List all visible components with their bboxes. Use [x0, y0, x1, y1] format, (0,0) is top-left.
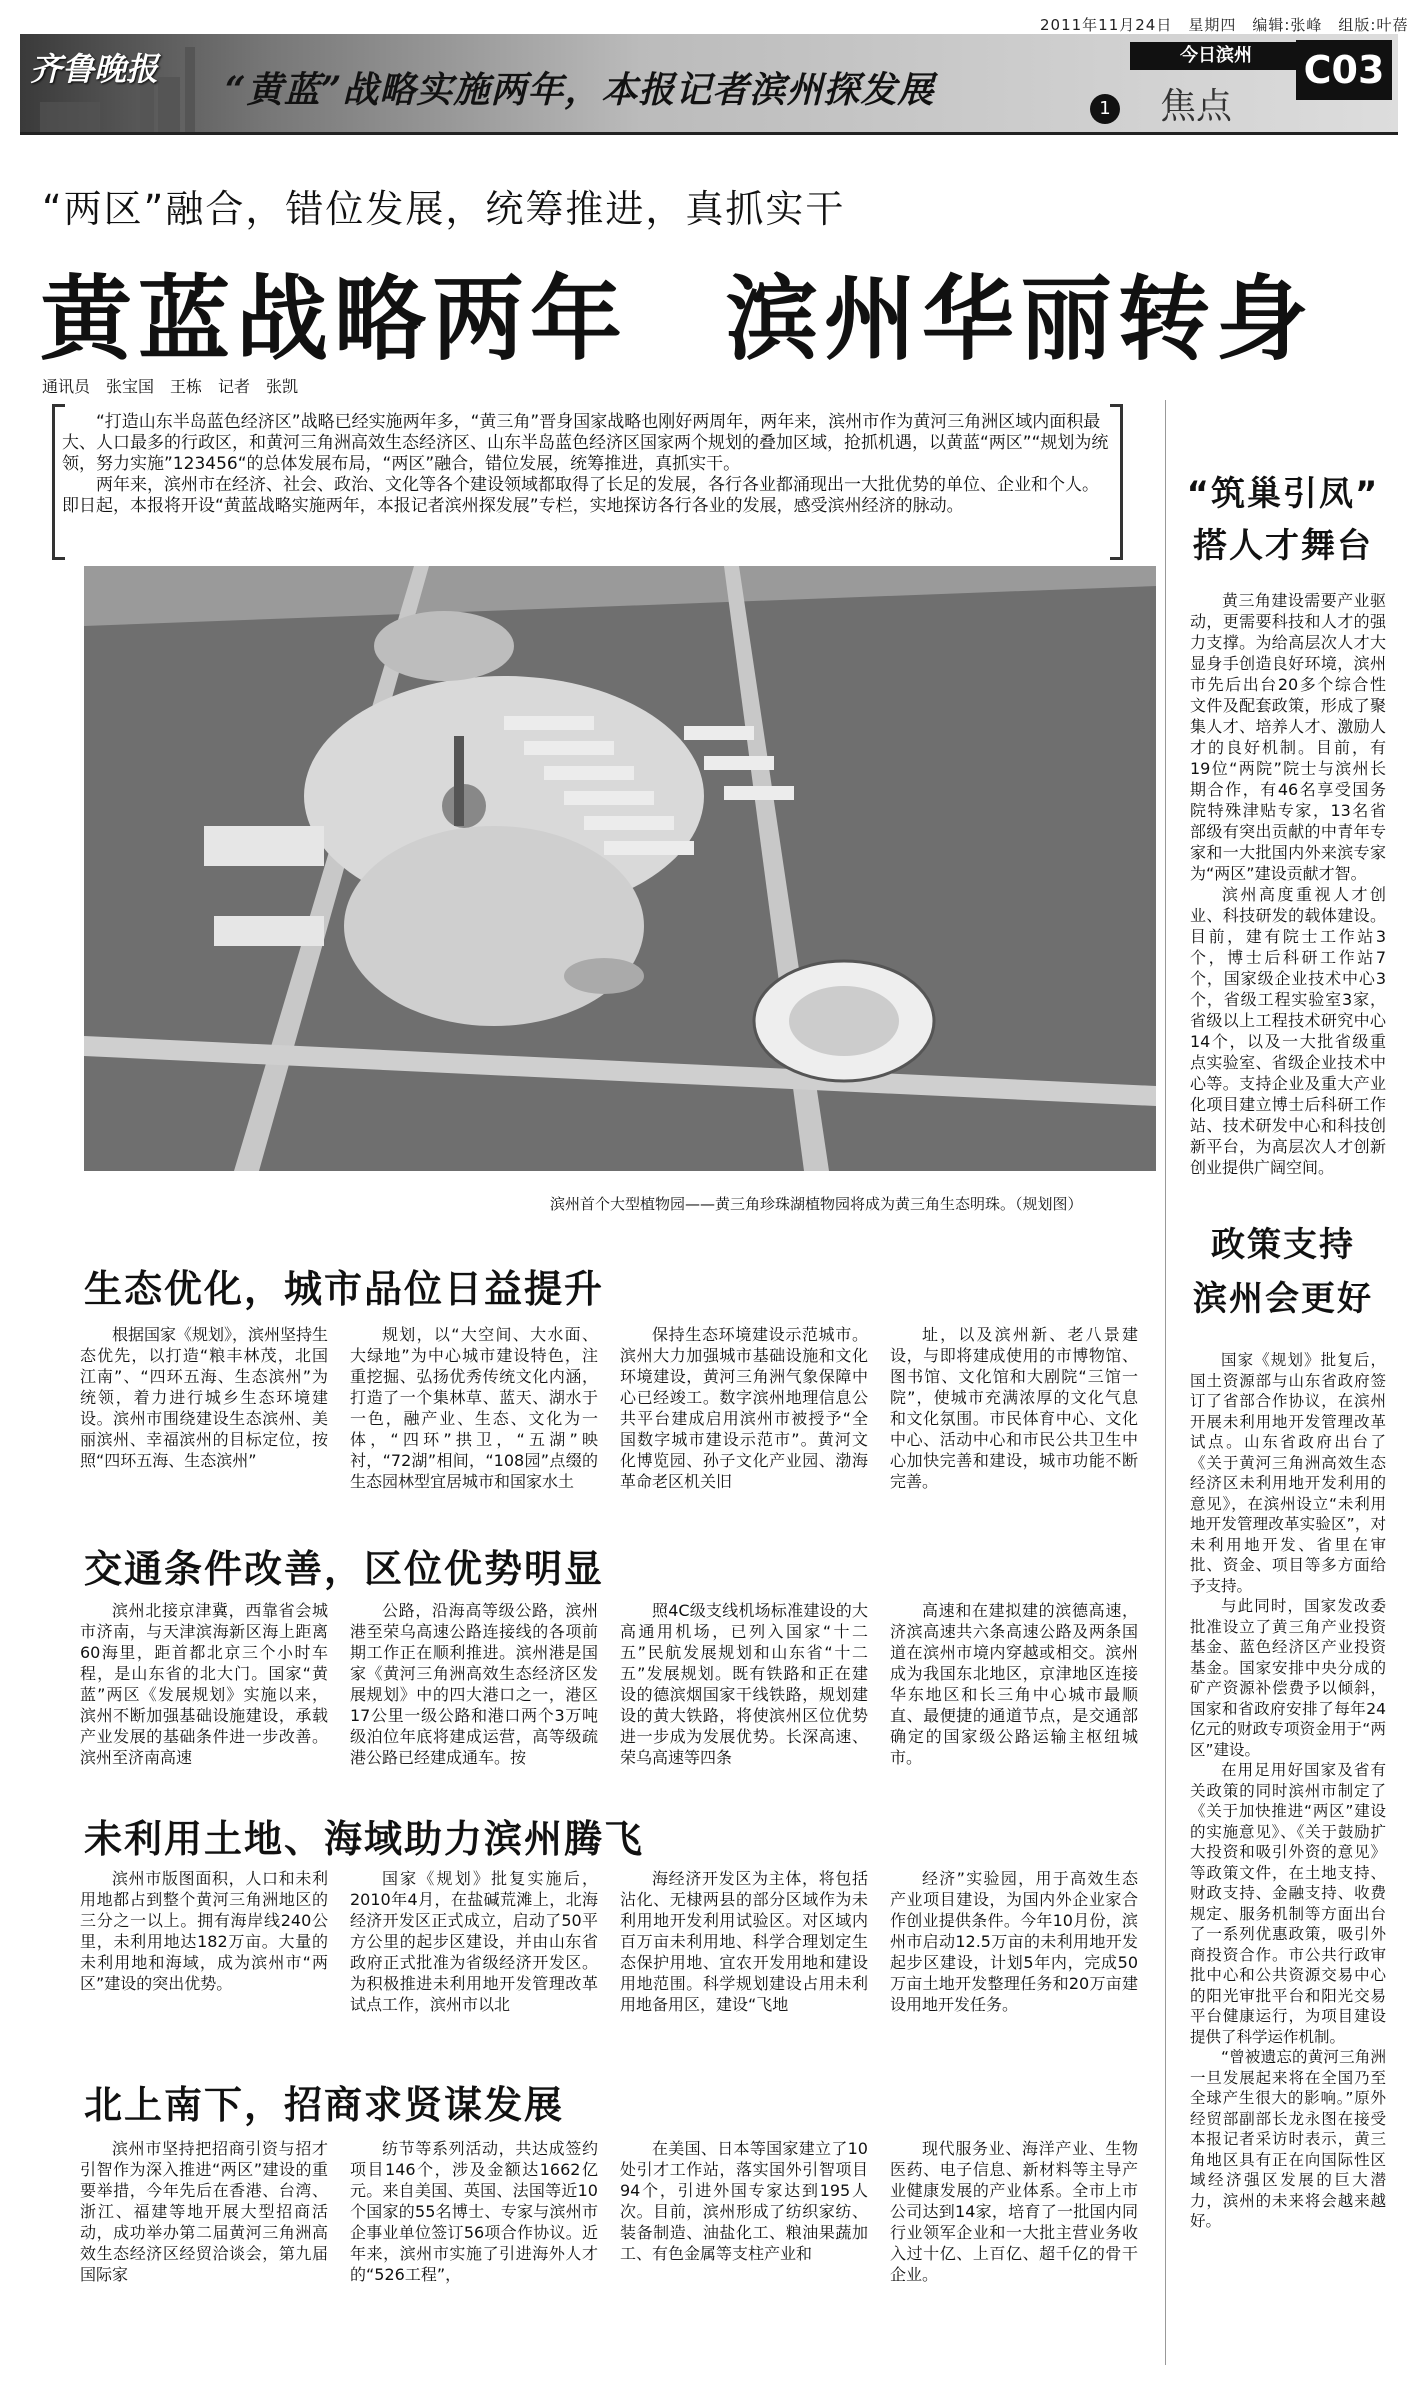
- sidebar-heading: [1168, 1218, 1398, 1326]
- paragraph: 现代服务业、海洋产业、生物医药、电子信息、新材料等主导产业健康发展的产业体系。全市上市公司达到14家，培育了一批国内同行业领军企业和一大批主营业务收入过十亿、上百亿、超千亿的骨干企业。: [890, 2139, 1138, 2284]
- section-heading: 北上南下，招商求贤谋发展: [84, 2083, 565, 2127]
- section-heading: 交通条件改善，区位优势明显: [84, 1547, 605, 1591]
- page-number: C03: [1296, 40, 1392, 100]
- subsection-label: 焦点: [1160, 86, 1233, 127]
- paragraph: 保持生态环境建设示范城市。滨州大力加强城市基础设施和文化环境建设，黄河三角洲气象保障中心已经竣工。数字滨州地理信息公共平台建成启用滨州市被授予“全国数字城市建设示范市”。黄河文化博览园、孙子文化产业园、渤海革命老区机关旧: [620, 1325, 868, 1491]
- sidebar-paragraph: 滨州高度重视人才创业、科技研发的载体建设。目前，建有院士工作站3个，博士后科研工作站7个，国家级企业技术中心3个，省级工程实验室3家，省级以上工程技术研究中心14个，以及一大批省级重点实验室、省级企业技术中心等。支持企业及重大产业化项目建立博士后科研工作站、技术研发中心和科技创新平台，为高层次人才创新创业提供广阔空间。: [1190, 885, 1386, 1177]
- body-column: [890, 1324, 1138, 1492]
- body-column: [890, 1868, 1138, 2015]
- sidebar-body: [1190, 590, 1386, 1178]
- article-kicker: “两区”融合，错位发展，统筹推进，真抓实干: [42, 187, 846, 231]
- paragraph: 址，以及滨州新、老八景建设，与即将建成使用的市博物馆、图书馆、文化馆和大剧院“三馆一院”，使城市充满浓厚的文化气息和文化氛围。市民体育中心、文化中心、活动中心和市民公共卫生中心加快完善和建设，城市功能不断完善。: [890, 1325, 1138, 1491]
- body-column: [350, 1868, 598, 2015]
- paragraph: 滨州市坚持把招商引资与招才引智作为深入推进“两区”建设的重要举措，今年先后在香港、台湾、浙江、福建等地开展大型招商活动，成功举办第二届黄河三角洲高效生态经济区经贸洽谈会，第九届国际家: [80, 2139, 328, 2284]
- sidebar-heading-line: “筑巢引凤”: [1186, 474, 1380, 514]
- sidebar-heading-line: 政策支持: [1211, 1225, 1355, 1265]
- body-column: [890, 2138, 1138, 2285]
- paragraph: 海经济开发区为主体，将包括沾化、无棣两县的部分区域作为未利用地开发利用试验区。对区域内百万亩未利用地、科学合理划定生态保护用地、宜农开发用地和建设用地范围。科学规划建设占用未利用地备用区，建设“飞地: [620, 1869, 868, 2014]
- body-column: [620, 2138, 868, 2264]
- section-heading: 生态优化，城市品位日益提升: [84, 1267, 605, 1311]
- body-column: [350, 2138, 598, 2285]
- body-column: [350, 1324, 598, 1492]
- intro-paragraph: “打造山东半岛蓝色经济区”战略已经实施两年多，“黄三角”晋身国家战略也刚好两周年，两年来，滨州市作为黄河三角洲区域内面积最大、人口最多的行政区，和黄河三角洲高效生态经济区、山东半岛蓝色经济区国家两个规划的叠加区域，抢抓机遇，以黄蓝“两区”“规划为统领，努力实施”123456“的总体发展布局，“两区”融合，错位发展，统筹推进，真抓实干。: [62, 412, 1109, 474]
- sidebar-heading: [1168, 468, 1398, 572]
- paragraph: 规划，以“大空间、大水面、大绿地”为中心城市建设特色，注重挖掘、弘扬优秀传统文化内涵，打造了一个集林草、蓝天、湖水于一色，融产业、生态、文化为一体，“四环”拱卫，“五湖”映衬，“72湖”相间，“108园”点缀的生态园林型宜居城市和国家水土: [350, 1325, 598, 1491]
- body-column: [350, 1600, 598, 1768]
- date-editor-line: 2011年11月24日 星期四 编辑:张峰 组版:叶蓓: [1040, 16, 1409, 34]
- paragraph: 在美国、日本等国家建立了10处引才工作站，落实国外引智项目94个，引进外国专家达到195人次。目前，滨州形成了纺织家纺、装备制造、油盐化工、粮油果蔬加工、有色金属等支柱产业和: [620, 2139, 868, 2263]
- section-label: 今日滨州: [1130, 42, 1302, 70]
- sidebar-paragraph: “曾被遗忘的黄河三角洲一旦发展起来将在全国乃至全球产生很大的影响。”原外经贸部副部长龙永图在接受本报记者采访时表示，黄三角地区具有正在向国际性区域经济强区发展的巨大潜力，滨州的未来将会越来越好。: [1190, 2048, 1386, 2230]
- body-column: [890, 1600, 1138, 1768]
- photo-caption: 滨州首个大型植物园——黄三角珍珠湖植物园将成为黄三角生态明珠。（规划图）: [550, 1195, 1083, 1213]
- paragraph: 国家《规划》批复实施后，2010年4月，在盐碱荒滩上，北海经济开发区正式成立，启动了50平方公里的起步区建设，并由山东省政府正式批准为省级经济开发区。为积极推进未利用地开发管理改革试点工作，滨州市以北: [350, 1869, 598, 2014]
- paragraph: 滨州市版图面积，人口和未利用地都占到整个黄河三角洲地区的三分之一以上。拥有海岸线240公里，未利用地达182万亩。大量的未利用地和海域，成为滨州市“两区”建设的突出优势。: [80, 1869, 328, 1993]
- newspaper-logo: 齐鲁晚报: [30, 50, 159, 88]
- article-headline: 黄蓝战略两年 滨州华丽转身: [40, 266, 1315, 373]
- sidebar-paragraph: 与此同时，国家发改委批准设立了黄三角产业投资基金、蓝色经济区产业投资基金。国家安排中央分成的矿产资源补偿费予以倾斜，国家和省政府安排了每年24亿元的财政专项资金用于“两区”建设。: [1190, 1597, 1386, 1759]
- sidebar-paragraph: 在用足用好国家及省有关政策的同时滨州市制定了《关于加快推进“两区”建设的实施意见》、《关于鼓励扩大投资和吸引外资的意见》等政策文件，在土地支持、财政支持、金融支持、收费规定、服务机制等方面出台了一系列优惠政策，吸引外商投资合作。市公共行政审批中心和公共资源交易中心的阳光审批平台和阳光交易平台健康运行，为项目建设提供了科学运作机制。: [1190, 1761, 1386, 2046]
- paragraph: 高速和在建拟建的滨德高速，济滨高速共六条高速公路及两条国道在滨州市境内穿越或相交。滨州成为我国东北地区，京津地区连接华东地区和长三角中心城市最顺直、最便捷的通道节点，是交通部确定的国家级公路运输主枢纽城市。: [890, 1601, 1138, 1767]
- paragraph: 照4C级支线机场标准建设的大高通用机场，已列入国家“十二五”民航发展规划和山东省“十二五”发展规划。既有铁路和正在建设的德滨烟国家干线铁路，规划建设的黄大铁路，将使滨州区位优势进一步成为发展优势。长深高速、荣乌高速等四条: [620, 1601, 868, 1767]
- column-headline: “黄蓝”战略实施两年，本报记者滨州探发展: [225, 69, 935, 111]
- paragraph: 滨州北接京津冀，西靠省会城市济南，与天津滨海新区海上距离60海里，距首都北京三个小时车程，是山东省的北大门。国家“黄蓝”两区《发展规划》实施以来，滨州不断加强基础设施建设，承载产业发展的基础条件进一步改善。滨州至济南高速: [80, 1601, 328, 1767]
- body-column: [80, 2138, 328, 2285]
- paragraph: 经济”实验园，用于高效生态产业项目建设，为国内外企业家合作创业提供条件。今年10月份，滨州市启动12.5万亩的未利用地开发起步区建设，计划5年内，完成50万亩土地开发整理任务和20万亩建设用地开发任务。: [890, 1869, 1138, 2014]
- paragraph: 纺节等系列活动，共达成签约项目146个，涉及金额达1662亿元。来自美国、英国、法国等近10个国家的55名博士、专家与滨州市企事业单位签订56项合作协议。近年来，滨州市实施了引进海外人才的“526工程”，: [350, 2139, 598, 2284]
- skyline-building: [40, 102, 100, 132]
- paragraph: 根据国家《规划》，滨州坚持生态优先，以打造“粮丰林茂，北国江南”、“四环五海、生态滨州”为统领，着力进行城乡生态环境建设。滨州市围绕建设生态滨州、美丽滨州、幸福滨州的目标定位，按照“四环五海、生态滨州”: [80, 1325, 329, 1470]
- park-plan-illustration: [84, 566, 1156, 1171]
- sidebar-body: [1190, 1350, 1386, 2232]
- skyline-building: [158, 77, 180, 132]
- body-column: [80, 1324, 328, 1471]
- body-column: [80, 1600, 328, 1768]
- planning-rendering-image: [84, 566, 1156, 1171]
- sidebar-paragraph: 黄三角建设需要产业驱动，更需要科技和人才的强力支撑。为给高层次人才大显身手创造良好环境，滨州市先后出台20多个综合性文件及配套政策，形成了聚集人才、培养人才、激励人才的良好机制。目前，有19位“两院”院士与滨州长期合作，有46名享受国务院特殊津贴专家，13名省部级有突出贡献的中青年专家和一大批国内外来滨专家为“两区”建设贡献才智。: [1190, 591, 1386, 883]
- series-number-badge: 1: [1090, 94, 1120, 124]
- skyline-building: [185, 47, 195, 132]
- intro-paragraph: 两年来，滨州市在经济、社会、政治、文化等各个建设领域都取得了长足的发展，各行各业都涌现出一大批优势的单位、企业和个人。即日起，本报将开设“黄蓝战略实施两年，本报记者滨州探发展”专栏，实地探访各行各业的发展，感受滨州经济的脉动。: [62, 475, 1099, 516]
- body-column: [620, 1868, 868, 2015]
- page-banner: [20, 34, 1398, 135]
- sidebar-paragraph: 国家《规划》批复后，国土资源部与山东省政府签订了省部合作协议，在滨州开展未利用地开发管理改革试点。山东省政府出台了《关于黄河三角洲高效生态经济区未利用地开发利用的意见》，在滨州设立“未利用地开发管理改革实验区”，对未利用地开发、省里在审批、资金、项目等多方面给予支持。: [1190, 1351, 1386, 1595]
- sidebar-heading-line: 搭人才舞台: [1193, 526, 1373, 566]
- body-column: [620, 1324, 868, 1492]
- section-heading: 未利用土地、海域助力滨州腾飞: [84, 1817, 645, 1861]
- paragraph: 公路，沿海高等级公路，滨州港至荣乌高速公路连接线的各项前期工作正在顺利推进。滨州港是国家《黄河三角洲高效生态经济区发展规划》中的四大港口之一，港区17公里一级公路和港口两个3万吨级泊位年底将建成运营，高等级疏港公路已经建成通车。按: [350, 1601, 598, 1767]
- sidebar-heading-line: 滨州会更好: [1193, 1279, 1373, 1319]
- body-column: [80, 1868, 328, 1994]
- body-column: [620, 1600, 868, 1768]
- column-divider: [1165, 400, 1166, 2365]
- byline: 通讯员 张宝国 王栋 记者 张凯: [42, 377, 299, 396]
- article-intro: [62, 412, 1114, 517]
